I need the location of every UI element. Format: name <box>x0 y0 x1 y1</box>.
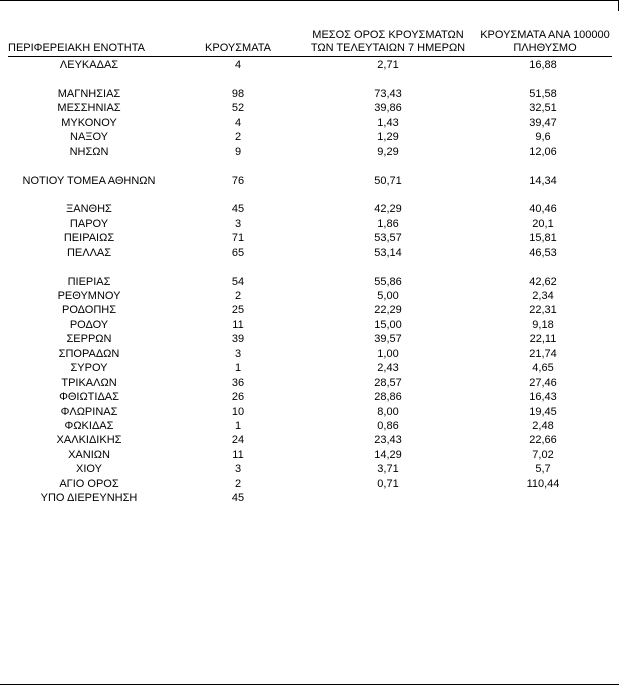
per100k-cell: 15,81 <box>529 232 557 245</box>
table-body <box>0 58 623 506</box>
per100k-cell: 22,11 <box>529 333 557 346</box>
table-row <box>0 477 623 491</box>
per100k-cell: 7,02 <box>532 448 554 461</box>
region-cell: ΠΕΙΡΑΙΩΣ <box>63 232 115 245</box>
per100k-cell: 14,34 <box>529 174 557 187</box>
header-underline <box>8 56 612 57</box>
table-row <box>0 347 623 361</box>
avg-cell: 50,71 <box>374 174 402 187</box>
avg-cell: 53,57 <box>374 232 402 245</box>
cases-cell: 2 <box>234 290 242 302</box>
cases-cell: 3 <box>234 217 242 230</box>
region-cell: ΡΟΔΟΥ <box>69 318 109 331</box>
table-row <box>0 87 623 101</box>
region-cell: ΧΙΟΥ <box>76 463 102 476</box>
region-cell: ΠΕΛΛΑΣ <box>66 246 112 259</box>
per100k-cell: 32,51 <box>529 102 557 115</box>
per100k-cell: 39,47 <box>529 116 557 129</box>
table-row <box>0 376 623 390</box>
per100k-cell: 22,66 <box>529 434 557 447</box>
table-row <box>0 390 623 404</box>
cases-cell: 4 <box>234 116 242 129</box>
cases-cell: 25 <box>231 304 245 317</box>
table-row <box>0 405 623 419</box>
cases-cell: 2 <box>234 131 242 144</box>
per100k-cell: 22,31 <box>529 304 557 317</box>
table-row <box>0 145 623 159</box>
per100k-cell: 9,18 <box>532 318 554 331</box>
header-7day-average <box>303 29 473 55</box>
avg-cell: 53,14 <box>374 246 402 259</box>
cases-cell: 39 <box>231 333 245 346</box>
table-row <box>0 491 623 505</box>
per100k-cell: 51,58 <box>529 87 557 100</box>
avg-cell: 42,29 <box>374 203 402 216</box>
cases-cell: 4 <box>234 59 242 71</box>
table-row <box>0 275 623 289</box>
header-region: ΠΕΡΙΦΕΡΕΙΑΚΗ ΕΝΟΤΗΤΑ <box>8 42 145 54</box>
region-cell: ΦΘΙΩΤΙΔΑΣ <box>59 391 119 404</box>
avg-cell: 3,71 <box>377 463 399 476</box>
region-cell: ΝΑΞΟΥ <box>70 131 108 144</box>
region-cell: ΤΡΙΚΑΛΩΝ <box>61 376 117 389</box>
avg-cell: 39,57 <box>374 333 402 346</box>
cases-cell: 54 <box>231 275 245 288</box>
avg-cell: 9,29 <box>377 145 399 158</box>
per100k-cell: 110,44 <box>526 477 560 490</box>
avg-cell: 28,57 <box>374 376 402 389</box>
cases-cell: 98 <box>231 87 245 100</box>
avg-cell: 8,00 <box>377 405 399 418</box>
table-row <box>0 202 623 216</box>
region-cell: ΣΠΟΡΑΔΩΝ <box>58 347 120 360</box>
table-row <box>0 116 623 130</box>
avg-cell: 28,86 <box>374 391 402 404</box>
region-cell: ΧΑΛΚΙΔΙΚΗΣ <box>56 434 122 447</box>
cases-cell: 10 <box>231 405 245 418</box>
avg-cell: 1,29 <box>377 131 399 144</box>
avg-cell: 2,71 <box>377 59 399 71</box>
header-cases-per-100k <box>470 29 620 55</box>
per100k-cell: 16,43 <box>529 391 557 404</box>
region-cell: ΦΩΚΙΔΑΣ <box>64 419 114 432</box>
table-row <box>0 462 623 476</box>
table-spacer-row <box>0 159 623 173</box>
cases-cell: 52 <box>231 102 245 115</box>
cases-cell: 9 <box>234 145 242 158</box>
table-row <box>0 101 623 115</box>
top-right-border-tick <box>618 0 619 11</box>
avg-cell: 1,43 <box>377 116 399 129</box>
region-cell: ΣΕΡΡΩΝ <box>66 333 112 346</box>
top-border-line <box>0 0 619 1</box>
per100k-cell: 20,1 <box>532 217 554 230</box>
table-row <box>0 318 623 332</box>
table-row <box>0 231 623 245</box>
table-row <box>0 361 623 375</box>
bottom-border-line <box>0 684 619 685</box>
region-cell: ΦΛΩΡΙΝΑΣ <box>60 405 118 418</box>
cases-cell: 26 <box>231 391 245 404</box>
per100k-cell: 21,74 <box>529 347 557 360</box>
table-row <box>0 433 623 447</box>
avg-cell: 1,86 <box>377 217 399 230</box>
cases-cell: 11 <box>232 318 244 331</box>
per100k-cell: 5,7 <box>535 463 551 476</box>
cases-cell: 2 <box>234 477 242 490</box>
region-cell: ΜΥΚΟΝΟΥ <box>61 116 117 129</box>
cases-cell: 76 <box>231 174 245 187</box>
header-cases: ΚΡΟΥΣΜΑΤΑ <box>205 42 271 54</box>
avg-cell: 14,29 <box>374 448 402 461</box>
avg-cell: 0,71 <box>377 477 399 490</box>
avg-cell: 22,29 <box>374 304 402 317</box>
per100k-cell: 12,06 <box>529 145 557 158</box>
avg-cell: 55,86 <box>374 275 402 288</box>
region-cell: ΝΗΣΩΝ <box>69 145 109 158</box>
cases-cell: 3 <box>234 347 242 360</box>
cases-cell: 11 <box>232 448 244 461</box>
cases-cell: 45 <box>231 492 245 505</box>
per100k-cell: 9,6 <box>535 131 551 144</box>
avg-cell: 2,43 <box>377 362 399 375</box>
region-cell: ΜΕΣΣΗΝΙΑΣ <box>57 102 121 115</box>
per100k-cell: 4,65 <box>532 362 554 375</box>
region-cell: ΣΥΡΟΥ <box>70 362 108 375</box>
table-row <box>0 246 623 260</box>
avg-cell: 39,86 <box>374 102 402 115</box>
per100k-cell: 16,88 <box>529 59 557 71</box>
header-7day-average-line2: ΤΩΝ ΤΕΛΕΥΤΑΙΩΝ 7 ΗΜΕΡΩΝ <box>310 42 466 54</box>
table-spacer-row <box>0 72 623 86</box>
region-cell: ΡΟΔΟΠΗΣ <box>61 304 117 317</box>
cases-cell: 1 <box>234 419 242 432</box>
cases-cell: 36 <box>231 376 245 389</box>
header-cases-per-100k-line1: ΚΡΟΥΣΜΑΤΑ ΑΝΑ 100000 <box>480 29 610 41</box>
region-cell: ΑΓΙΟ ΟΡΟΣ <box>59 477 119 490</box>
cases-cell: 45 <box>231 203 245 216</box>
cases-cell: 3 <box>234 463 242 476</box>
avg-cell: 1,00 <box>377 347 399 360</box>
table-row <box>0 130 623 144</box>
avg-cell: 0,86 <box>377 419 399 432</box>
region-cell: ΡΕΘΥΜΝΟΥ <box>57 290 121 302</box>
per100k-cell: 42,62 <box>529 275 557 288</box>
table-row <box>0 448 623 462</box>
region-cell: ΠΙΕΡΙΑΣ <box>67 275 111 288</box>
table-row <box>0 419 623 433</box>
avg-cell: 73,43 <box>374 87 402 100</box>
per100k-cell: 40,46 <box>529 203 557 216</box>
region-cell: ΜΑΓΝΗΣΙΑΣ <box>57 87 121 100</box>
cases-cell: 71 <box>231 232 245 245</box>
per100k-cell: 27,46 <box>529 376 557 389</box>
per100k-cell: 19,45 <box>529 405 557 418</box>
table-row <box>0 174 623 188</box>
header-7day-average-line1: ΜΕΣΟΣ ΟΡΟΣ ΚΡΟΥΣΜΑΤΩΝ <box>312 29 464 41</box>
table-row <box>0 217 623 231</box>
region-cell: ΝΟΤΙΟΥ ΤΟΜΕΑ ΑΘΗΝΩΝ <box>22 174 156 187</box>
table-row <box>0 332 623 346</box>
table-row <box>0 58 623 72</box>
region-cell: ΞΑΝΘΗΣ <box>66 203 112 216</box>
table-spacer-row <box>0 260 623 274</box>
cases-cell: 24 <box>231 434 245 447</box>
region-cell: ΧΑΝΙΩΝ <box>68 448 110 461</box>
per100k-cell: 2,34 <box>532 290 554 302</box>
region-cell: ΥΠΟ ΔΙΕΡΕΥΝΗΣΗ <box>40 492 138 505</box>
avg-cell: 15,00 <box>374 318 402 331</box>
table-row <box>0 289 623 303</box>
avg-cell: 23,43 <box>374 434 402 447</box>
cases-cell: 1 <box>234 362 242 375</box>
region-cell: ΠΑΡΟΥ <box>69 217 109 230</box>
avg-cell: 5,00 <box>377 290 399 302</box>
cases-cell: 65 <box>231 246 245 259</box>
table-row <box>0 303 623 317</box>
per100k-cell: 46,53 <box>529 246 557 259</box>
table-spacer-row <box>0 188 623 202</box>
region-cell: ΛΕΥΚΑΔΑΣ <box>59 59 119 71</box>
header-cases-per-100k-line2: ΠΛΗΘΥΣΜΟ <box>513 42 577 54</box>
per100k-cell: 2,48 <box>532 419 554 432</box>
